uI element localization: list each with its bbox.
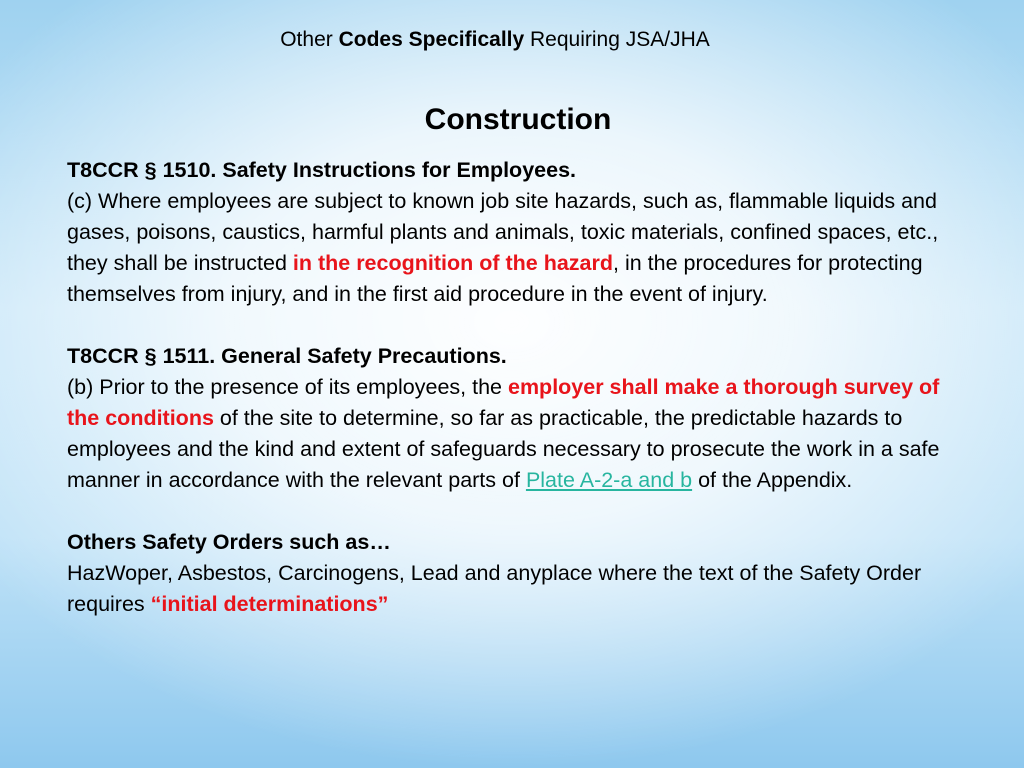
slide-title bbox=[0, 26, 990, 54]
section-1510 bbox=[67, 155, 967, 310]
section-1510-text-a: (c) Where employees are subject to known job site hazards, such as, flammable liquids and gases, poisons, caustics, harmful plants and animals, toxic materials, confined spaces, etc., they shall be instructed bbox=[67, 189, 939, 275]
section-1511-text bbox=[67, 372, 967, 496]
section-others-text bbox=[67, 558, 967, 620]
section-others-heading: Others Safety Orders such as… bbox=[67, 530, 391, 554]
section-others-text-a: HazWoper, Asbestos, Carcinogens, Lead and anyplace where the text of the Safety Order requires bbox=[67, 561, 922, 616]
title-emphasis: Codes Specifically bbox=[338, 28, 525, 51]
section-1511-text-a: (b) Prior to the presence of its employees, the bbox=[67, 375, 502, 399]
plate-a2-link[interactable]: Plate A-2-a and b bbox=[525, 468, 693, 492]
section-1510-heading: T8CCR § 1510. Safety Instructions for Employees. bbox=[67, 158, 576, 182]
section-others-highlight: “initial determinations” bbox=[150, 592, 389, 616]
section-1510-highlight: in the recognition of the hazard bbox=[292, 251, 614, 275]
section-1511-heading: T8CCR § 1511. General Safety Precautions. bbox=[67, 344, 507, 368]
section-1511-text-c: of the Appendix. bbox=[698, 468, 853, 492]
slide-subtitle: Construction bbox=[424, 103, 612, 136]
section-1510-text-b: , in the procedures for protecting themselves from injury, and in the first aid procedure in the event of injury. bbox=[67, 251, 923, 306]
section-1511-highlight: employer shall make a thorough survey of the conditions bbox=[67, 375, 940, 430]
section-1511-text-b: of the site to determine, so far as practicable, the predictable hazards to employees and the kind and extent of safeguards necessary to prosecute the work in a safe manner in accordance with the relevant parts of bbox=[67, 406, 940, 492]
section-1510-text bbox=[67, 186, 967, 310]
title-suffix: Requiring JSA/JHA bbox=[530, 28, 710, 51]
spacer bbox=[67, 310, 967, 341]
section-1511 bbox=[67, 341, 967, 496]
spacer bbox=[67, 496, 967, 527]
slide-body bbox=[67, 155, 967, 620]
title-prefix: Other bbox=[280, 28, 333, 51]
section-others bbox=[67, 527, 967, 620]
